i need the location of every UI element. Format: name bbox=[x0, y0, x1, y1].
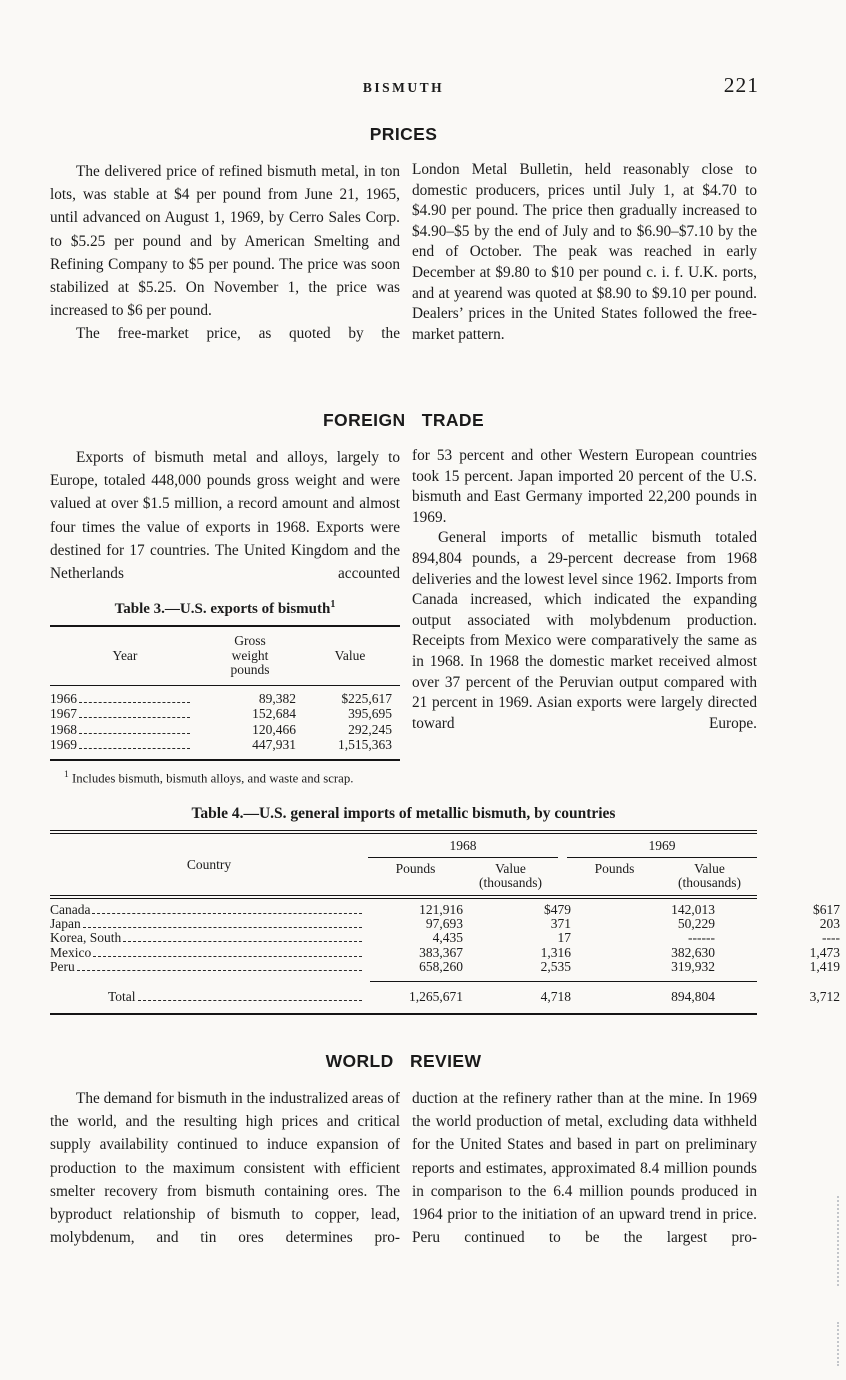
table-title-text: Table 3.—U.S. exports of bismuth bbox=[114, 601, 331, 618]
cell-value-1968: 1,316 bbox=[540, 944, 571, 960]
prices-right-column bbox=[412, 160, 757, 392]
book-page bbox=[50, 0, 840, 1299]
dot-leader bbox=[79, 747, 190, 749]
header-line: weight bbox=[231, 647, 269, 663]
cell-value-1968: $479 bbox=[544, 902, 571, 917]
section-heading-foreign-trade: FOREIGN TRADE bbox=[322, 410, 485, 430]
cell-country: Mexico bbox=[50, 944, 92, 960]
page-number: 221 bbox=[723, 73, 759, 97]
table-row bbox=[50, 706, 400, 722]
world-review-right-column bbox=[412, 1087, 757, 1299]
table-exports-of-bismuth bbox=[50, 599, 400, 786]
cell-value-1969: 1,419 bbox=[809, 958, 840, 974]
column-header-value bbox=[662, 862, 757, 890]
cell-country: Japan bbox=[50, 916, 81, 932]
cell-value-1969: ---- bbox=[822, 930, 840, 946]
table bbox=[50, 830, 840, 1015]
dot-leader bbox=[79, 716, 190, 718]
footnote-text: Includes bismuth, bismuth alloys, and waste and scrap. bbox=[71, 770, 354, 785]
cell-pounds-1968: 121,916 bbox=[419, 902, 463, 917]
column-header-gross-weight bbox=[200, 634, 300, 678]
table-row bbox=[50, 722, 400, 738]
column-group-1969 bbox=[567, 834, 757, 895]
paragraph: Exports of bismuth metal and alloys, largely to Europe, totaled 448,000 pounds gross weight and were valued at over $1.5 million, a record amount and almost four times the value of exports in 1968. Exports were destined for 17 countries. The United Kingdom and the Netherlands accounted bbox=[50, 449, 400, 583]
cell-value-1969: $617 bbox=[813, 902, 840, 917]
header-line: Value bbox=[694, 861, 725, 876]
cell-value: $225,617 bbox=[341, 690, 392, 706]
dot-leader bbox=[123, 940, 362, 942]
cell-value-1969: 1,473 bbox=[809, 944, 840, 960]
country-cell bbox=[50, 903, 368, 917]
table-row bbox=[50, 958, 840, 974]
cell-year: 1969 bbox=[50, 737, 77, 753]
cell-pounds-1968: 383,367 bbox=[419, 944, 463, 960]
column-header-pounds: Pounds bbox=[594, 861, 635, 876]
header-line: (thousands) bbox=[678, 875, 741, 890]
world-review-left-column bbox=[50, 1087, 400, 1299]
paragraph: for 53 percent and other Western European countries took 15 percent. Japan imported 20 percent of the U.S. bismuth and East Germany imported 22,200 pounds in 1969. bbox=[412, 447, 757, 526]
cell-value: 292,245 bbox=[348, 721, 392, 737]
cell-pounds-1969: 382,630 bbox=[671, 944, 715, 960]
dot-leader bbox=[83, 926, 362, 928]
table-body bbox=[50, 899, 840, 977]
cell-total-label: Total bbox=[108, 989, 136, 1005]
column-header-year: Year bbox=[112, 647, 138, 663]
table-total-row bbox=[50, 982, 840, 1013]
paragraph: The demand for bismuth in the industralized areas of the world, and the resulting high prices and critical supply availability continued to induce expansion of production to the maximum consistent with efficient smelter recovery from bismuth containing ores. The byproduct relationship of bismuth to copper, lead, molybdenum, and tin ores determines pro- bbox=[50, 1090, 400, 1247]
cell-value-1968: 2,535 bbox=[540, 958, 571, 974]
cell-total-pounds-1968: 1,265,671 bbox=[409, 989, 463, 1005]
country-cell bbox=[50, 917, 368, 931]
cell-pounds-1968: 4,435 bbox=[432, 930, 463, 946]
header-line: Value bbox=[495, 861, 526, 876]
foreign-trade-columns bbox=[50, 446, 757, 796]
cell-weight: 152,684 bbox=[252, 706, 296, 722]
footnote-marker: 1 bbox=[64, 769, 69, 780]
cell-value: 395,695 bbox=[348, 706, 392, 722]
table-row bbox=[50, 691, 400, 707]
cell-year: 1966 bbox=[50, 690, 77, 706]
header-line: pounds bbox=[230, 662, 270, 678]
scan-artifact bbox=[837, 1322, 839, 1366]
world-review-columns bbox=[50, 1087, 757, 1299]
page-header bbox=[50, 73, 759, 104]
paragraph: The free-market price, as quoted by the bbox=[76, 325, 400, 343]
cell-weight: 447,931 bbox=[252, 737, 296, 753]
table bbox=[50, 625, 400, 761]
sub-header-row bbox=[567, 858, 757, 895]
prices-left-column bbox=[50, 160, 400, 392]
running-head: BISMUTH bbox=[362, 80, 445, 95]
footnote-marker: 1 bbox=[330, 599, 336, 611]
cell-total-value-1969: 3,712 bbox=[809, 989, 840, 1005]
table-row bbox=[50, 916, 840, 932]
country-cell bbox=[50, 946, 368, 960]
dot-leader bbox=[79, 701, 190, 703]
column-header-value: Value bbox=[334, 647, 366, 663]
cell-pounds-1969: 50,229 bbox=[677, 916, 715, 932]
dot-leader bbox=[92, 912, 362, 914]
cell-country: Korea, South bbox=[50, 930, 122, 946]
column-gap bbox=[558, 834, 567, 895]
column-header-country: Country bbox=[186, 856, 232, 872]
paragraph: General imports of metallic bismuth totaled 894,804 pounds, a 29-percent decrease from 1968 deliveries and the lowest level since 1962. Imports from Canada increased, which indicated the expanding output associated with molybdenum production. Receipts from Mexico were comparatively the same as in 1968. In 1968 the domestic market received almost over 37 percent of the Peruvian output compared with 21 percent in 1969. Asian exports were largely directed toward Europe. bbox=[412, 529, 757, 732]
paragraph: London Metal Bulletin, held reasonably close to domestic producers, prices until July 1, at $4.70 to $4.90 per pound. The price then gradually increased to $4.90–$5 by the end of July and to $6.90–$7.10 by the end of October. The peak was reached in early December at $9.80 to $10 per pound c. i. f. U.K. ports, and at yearend was quoted at $8.90 to $9.10 per pound. Dealers’ prices in the United States followed the free-market pattern. bbox=[412, 161, 757, 343]
column-header-value bbox=[463, 862, 558, 890]
section-heading-world-review: WORLD REVIEW bbox=[325, 1051, 482, 1072]
country-cell bbox=[50, 931, 368, 945]
total-cell bbox=[50, 989, 368, 1005]
foreign-trade-right-column bbox=[412, 446, 757, 796]
year-group-label: 1968 bbox=[368, 834, 558, 858]
table-footnote bbox=[50, 768, 400, 787]
dot-leader bbox=[77, 969, 362, 971]
table-header-row bbox=[50, 627, 400, 686]
cell-total-value-1968: 4,718 bbox=[540, 989, 571, 1005]
prices-columns bbox=[50, 160, 757, 392]
dot-leader bbox=[93, 955, 362, 957]
dot-leader bbox=[138, 999, 362, 1001]
cell-total-pounds-1969: 894,804 bbox=[671, 989, 715, 1005]
cell-pounds-1968: 97,693 bbox=[425, 916, 463, 932]
table-row bbox=[50, 944, 840, 960]
cell-country: Peru bbox=[50, 958, 75, 974]
cell-year: 1968 bbox=[50, 721, 77, 737]
table-title bbox=[50, 599, 400, 618]
cell-value-1968: 17 bbox=[557, 930, 571, 946]
header-line: (thousands) bbox=[479, 875, 542, 890]
table-row bbox=[50, 930, 840, 946]
paragraph: The delivered price of refined bismuth metal, in ton lots, was stable at $4 per pound from June 21, 1965, until advanced on August 1, 1969, by Cerro Sales Corp. to $5.25 per pound and by American Smelting and Refining Company to $5 per pound. The price was soon stabilized at $5.25. On November 1, the price was increased to $6 per pound. bbox=[50, 163, 400, 320]
table-general-imports bbox=[50, 805, 840, 1015]
cell-pounds-1969: 142,013 bbox=[671, 902, 715, 917]
section-heading-prices: PRICES bbox=[369, 124, 438, 144]
dot-leader bbox=[79, 732, 190, 734]
cell-pounds-1968: 658,260 bbox=[419, 958, 463, 974]
sub-header-row bbox=[368, 858, 558, 895]
foreign-trade-left-column bbox=[50, 446, 400, 796]
cell-value: 1,515,363 bbox=[338, 737, 392, 753]
table-header-row bbox=[50, 834, 757, 895]
paragraph: duction at the refinery rather than at the mine. In 1969 the world production of metal, excluding data withheld for the United States and based in part on preliminary reports and estimates, approximated 8.4 million pounds in comparison to the 6.4 million pounds produced in 1964 prior to the initiation of an upward trend in price. Peru continued to be the largest pro- bbox=[412, 1090, 757, 1247]
scan-artifact bbox=[837, 1196, 839, 1286]
header-line: Gross bbox=[234, 633, 266, 649]
year-group-label: 1969 bbox=[567, 834, 757, 858]
country-cell bbox=[50, 960, 368, 974]
cell-weight: 120,466 bbox=[252, 721, 296, 737]
cell-pounds-1969: 319,932 bbox=[671, 958, 715, 974]
column-header-pounds: Pounds bbox=[395, 861, 436, 876]
table-title: Table 4.—U.S. general imports of metallic bismuth, by countries bbox=[191, 805, 616, 822]
cell-weight: 89,382 bbox=[258, 690, 296, 706]
cell-year: 1967 bbox=[50, 706, 77, 722]
cell-country: Canada bbox=[50, 902, 91, 917]
table-body bbox=[50, 686, 400, 759]
table-row bbox=[50, 902, 840, 917]
column-group-1968 bbox=[368, 834, 558, 895]
cell-pounds-1969: ------ bbox=[688, 930, 715, 946]
table-row bbox=[50, 737, 400, 753]
cell-value-1968: 371 bbox=[550, 916, 571, 932]
cell-value-1969: 203 bbox=[819, 916, 840, 932]
